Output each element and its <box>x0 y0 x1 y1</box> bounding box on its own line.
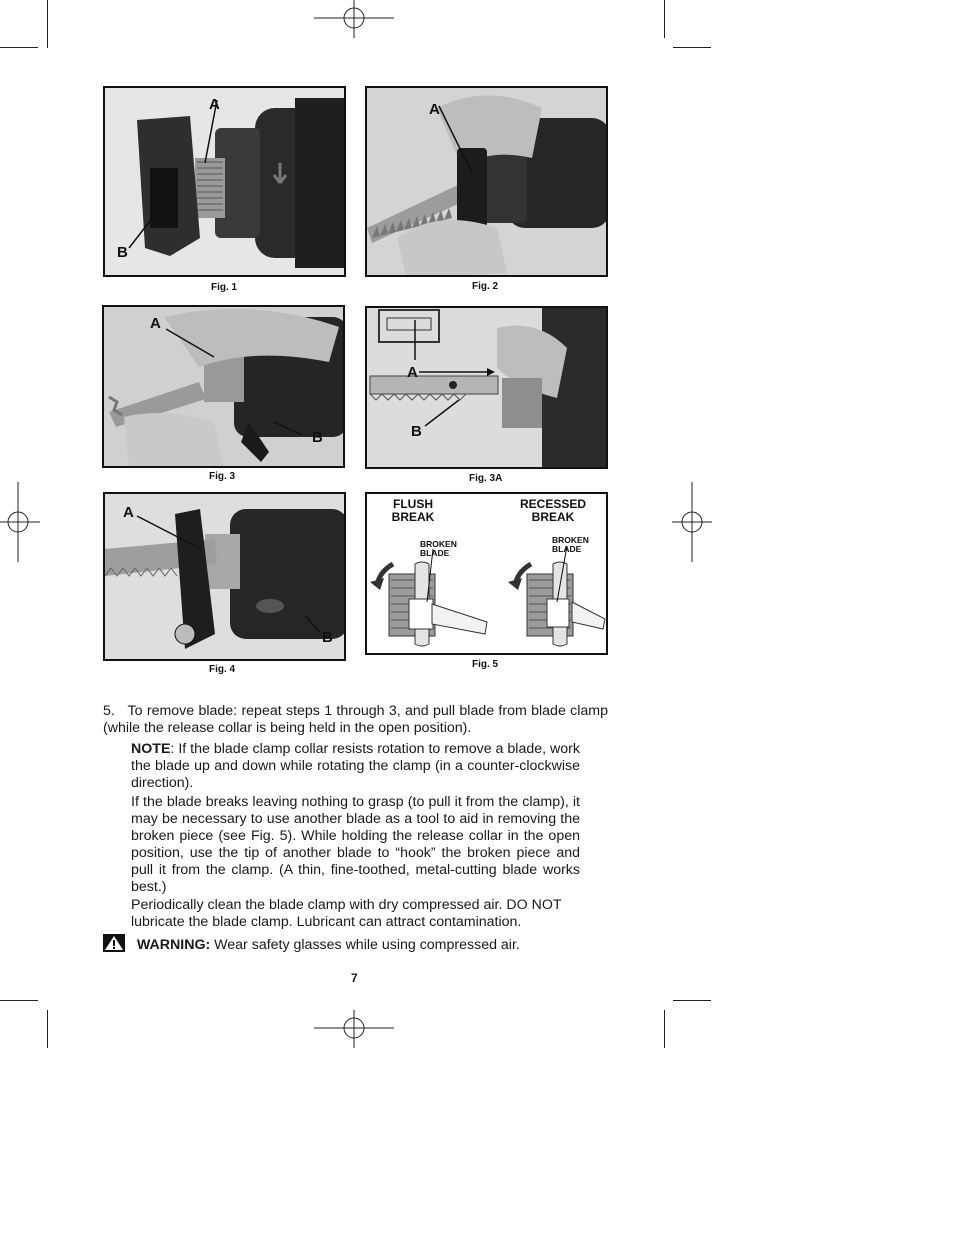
step-5-text: To remove blade: repeat steps 1 through 3, and pull blade from blade clamp (while the release collar is being held in the open position). <box>103 703 608 736</box>
saw-release-illustration <box>105 494 346 661</box>
step-5-paragraph <box>103 703 608 737</box>
crop-mark <box>47 1010 48 1048</box>
figure-4-caption: Fig. 4 <box>209 664 236 675</box>
figure-3 <box>102 305 345 468</box>
crop-mark <box>0 1000 38 1001</box>
warning-line <box>103 934 608 954</box>
cleaning-paragraph: Periodically clean the blade clamp with dry compressed air. DO NOT lubricate the blade clamp. Lubricant can attract contamination. <box>131 897 562 930</box>
broken-blade-paragraph: If the blade breaks leaving nothing to grasp (to pull it from the clamp), it may be necessary to use another blade as a tool to aid in removing the broken piece (see Fig. 5). While holding the release collar in the open position, use the tip of another blade to “hook” the broken piece and pull it from the clamp. (A thin, fine-toothed, metal-cutting blade works best.) <box>131 794 580 895</box>
figure-3a-caption: Fig. 3A <box>469 473 503 484</box>
recessed-line-1: RECESSED <box>519 497 587 511</box>
crop-mark <box>664 1010 665 1048</box>
recessed-line-2: BREAK <box>531 510 575 524</box>
broken-line-2: BLADE <box>552 544 582 554</box>
saw-blade-insert-illustration <box>104 307 345 468</box>
broken-line-2: BLADE <box>420 548 450 558</box>
registration-mark <box>314 1008 394 1048</box>
figure-3-caption: Fig. 3 <box>209 471 236 482</box>
callout-b: B <box>312 429 323 446</box>
blade-detail-illustration <box>367 308 608 469</box>
crop-mark <box>673 1000 711 1001</box>
figure-3a <box>365 306 608 469</box>
recessed-break-heading <box>511 498 595 524</box>
registration-mark <box>0 482 40 562</box>
figure-5 <box>365 492 608 655</box>
broken-blade-label-flush <box>420 540 457 558</box>
saw-clamp-illustration <box>105 88 346 277</box>
callout-a: A <box>150 315 161 332</box>
callout-b: B <box>411 423 422 440</box>
registration-mark <box>314 0 394 40</box>
registration-mark <box>672 482 712 562</box>
warning-triangle-icon <box>103 934 125 952</box>
crop-mark <box>664 0 665 38</box>
callout-b: B <box>322 629 333 646</box>
figure-2 <box>365 86 608 277</box>
note-label: NOTE <box>131 741 171 757</box>
figure-4 <box>103 492 346 661</box>
note-text: : If the blade clamp collar resists rotation to remove a blade, work the blade up and down while rotating the clamp (in a counter-clockwise direction). <box>131 741 580 791</box>
figure-1 <box>103 86 346 277</box>
crop-mark <box>673 47 711 48</box>
saw-hand-illustration <box>367 88 608 277</box>
callout-a: A <box>407 364 418 381</box>
figure-2-caption: Fig. 2 <box>472 281 499 292</box>
broken-line-1: BROKEN <box>420 539 457 549</box>
flush-line-1: FLUSH <box>393 497 433 511</box>
callout-b: B <box>117 244 128 261</box>
crop-mark <box>47 0 48 48</box>
callout-a: A <box>209 96 220 113</box>
warning-label: WARNING: <box>136 937 211 953</box>
warning-text: Wear safety glasses while using compressed air. <box>210 937 520 953</box>
broken-blade-label-recessed <box>552 536 589 554</box>
figure-1-caption: Fig. 1 <box>211 282 238 293</box>
broken-line-1: BROKEN <box>552 535 589 545</box>
callout-a: A <box>429 101 440 118</box>
crop-mark <box>0 47 38 48</box>
flush-break-heading <box>381 498 445 524</box>
page-number: 7 <box>351 971 358 985</box>
step-number: 5. <box>103 703 115 719</box>
callout-a: A <box>123 504 134 521</box>
figure-5-caption: Fig. 5 <box>472 659 499 670</box>
flush-line-2: BREAK <box>391 510 435 524</box>
note-paragraph <box>131 741 580 792</box>
